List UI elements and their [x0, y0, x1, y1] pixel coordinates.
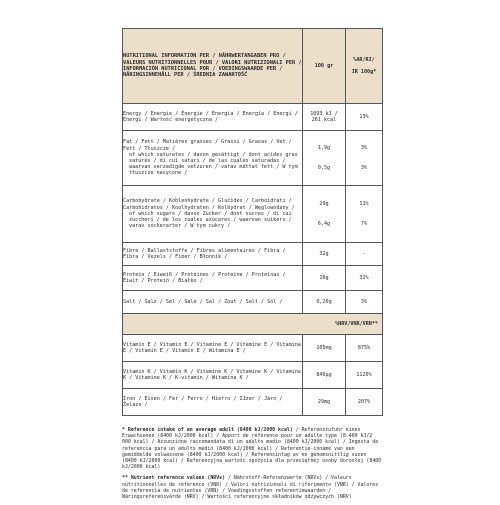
fibre-percent: - — [346, 243, 383, 266]
protein-percent: 32% — [346, 266, 383, 291]
footnote-nrv-title: ** Nutrient reference values (NRVs) — [122, 475, 226, 482]
carbohydrate-values — [303, 186, 346, 243]
table-header-row — [123, 29, 383, 104]
table-row-salt — [123, 291, 383, 314]
iron-value: 29mg — [303, 389, 346, 416]
carbohydrate-label — [123, 186, 303, 243]
vitamin-e-label: Vitamin E / Vitamin E / Vitamine E / Vitamine E / Vitamina E / Vitamin E / Vitamin E / Witamina E / — [123, 335, 303, 362]
vitamin-e-percent: 875% — [346, 335, 383, 362]
vitamin-k-value: 840µg — [303, 362, 346, 389]
table-row-carbohydrate — [123, 186, 383, 243]
header-title: NUTRITIONAL INFORMATION PER / NÄHRWERTANGABEN PRO / VALEURS NUTRITIONNELLES POUR / VALORI NUTRIZIONALI PER / INFORMACIÓN NUTRICIONAL POR / VOEDINGSWAARDE PER / NÄRINGSINNEHÅLL PER / ŚREDNIA ZAWARTOŚĆ — [123, 29, 303, 104]
nutrition-panel — [122, 28, 382, 505]
sugars-percent: 7% — [360, 221, 368, 227]
protein-label: Protein / Eiweiß / Protéines / Proteine / Proteínas / Eiwit / Protein / Białko / — [123, 266, 303, 291]
protein-value: 16g — [303, 266, 346, 291]
fibre-label: Fibre / Ballaststoffe / Fibres alimentaires / Fibra / Fibra / Vezels / Fiber / Błonnik / — [123, 243, 303, 266]
footnote-reference-intake — [122, 427, 382, 470]
sugars-name: of which sugars / davon Zucker / dont sucres / di cui zuccheri / de los cuales azúcares / waarvan suikers / varav sockerarter / W tym cukry / — [129, 210, 292, 230]
saturates-name: of which saturates / davon gesättigt / dont acides gras saturés / di cui saturi / de las cuales saturadas / waarvan verzadigde vetzuren / varav mättat fett / W tym tłuszcze nasycone / — [129, 151, 298, 177]
energy-kcal: 261 kcal — [311, 117, 337, 123]
fat-values — [303, 131, 346, 186]
carbohydrate-percent: 11% — [359, 200, 369, 207]
nrv-header: %NRV/VNR/VRN** — [123, 314, 383, 335]
nrv-band-row — [123, 314, 383, 335]
fat-name: Fat / Fett / Matières grasses / Grassi / Grasas / Vet / Fett / Tłuszcze / — [123, 139, 292, 152]
table-row-protein — [123, 266, 383, 291]
footnotes — [122, 427, 382, 500]
fibre-value: 32g — [303, 243, 346, 266]
saturates-value: 0,5g — [317, 165, 331, 171]
salt-label: Salt / Salz / Sel / Sale / Sal / Zout / Salt / Sól / — [123, 291, 303, 314]
salt-value: 0,20g — [303, 291, 346, 314]
saturates-percent: 3% — [360, 165, 368, 171]
energy-value — [303, 104, 346, 131]
footnote-nrv — [122, 475, 382, 500]
fat-value: 1,9g — [317, 144, 331, 151]
energy-kj: 1093 kJ / — [310, 110, 338, 117]
carbohydrate-value: 29g — [319, 200, 329, 207]
table-row-iron — [123, 389, 383, 416]
fat-label — [123, 131, 303, 186]
vitamin-k-label: Vitamin K / Vitamin K / Vitamine K / Vitamine K / Vitamina K / Vitamine K / K-vitamin / Witamina K / — [123, 362, 303, 389]
table-row-vitamin-e — [123, 335, 383, 362]
fat-percents — [346, 131, 383, 186]
footnote-ri-title: * Reference intake of an average adult (8400 kJ/2000 kcal) — [122, 427, 293, 433]
footnote-nrv-text: / Nährstoff-Referenzwerte (NRVs) / Valeurs nutritionnelles de référence (VNR) / Valori nutrizionali di riferimento (VNR) / Valores de referencia de nutrientes (VRN) / Voedingsstoffen referentiewaarden / Näringsreferensvärde (NRV) / Wartości referencyjne składników odżywczych (NRV) — [122, 475, 379, 501]
carbohydrate-name: Carbohydrate / Kohlenhydrate / Glucides / Carboidrati / Carbohidratos / Koolhydraten / Kolhydrat / Węglowodany / — [123, 198, 295, 211]
iron-percent: 207% — [346, 389, 383, 416]
nutrition-table — [122, 28, 383, 416]
energy-percent: 13% — [346, 104, 383, 131]
header-ri-line2: IR 100g* — [351, 69, 377, 75]
sugars-value: 6,4g — [317, 221, 331, 227]
table-row-vitamin-k — [123, 362, 383, 389]
energy-label: Energy / Energie / Énergie / Energia / Energía / Energi / Energi / Wartość energetyczna / — [123, 104, 303, 131]
vitamin-e-value: 105mg — [303, 335, 346, 362]
table-row-fat — [123, 131, 383, 186]
header-ri — [346, 29, 383, 104]
table-row-fibre — [123, 243, 383, 266]
fat-percent: 3% — [360, 144, 368, 151]
iron-label: Iron / Eisen / Fer / Ferro / Hierro / IJzer / Järn / Żelazo / — [123, 389, 303, 416]
carbohydrate-percents — [346, 186, 383, 243]
vitamin-k-percent: 1120% — [346, 362, 383, 389]
salt-percent: 3% — [346, 291, 383, 314]
footnote-ri-text: / Referenzzufuhr eines Erwachsenen (8400 kJ/2000 kcal) / Apport de référence pour un adulte type (8 400 kJ/2 000 kcal) / Assunzione raccomandata di un adulto medio (8400 kJ/2000 kcal) / Ingesta de referencia para un adulto medio (8400 kJ/2000 kcal) / Referentie-inname van een gemiddelde volwassene (8400 kJ/2000 kcal) / Referensintag av en genomsnittlig vuxen (8400 kJ/2000 kcal) / Referencyjna wartość spożycia dla przeciętnej osoby dorosłej (8400 kJ/2000 kcal) — [122, 427, 382, 471]
header-per-amount: 100 gr — [303, 29, 346, 104]
header-ri-line1: %AR/RI/ — [353, 56, 375, 63]
table-row-energy — [123, 104, 383, 131]
